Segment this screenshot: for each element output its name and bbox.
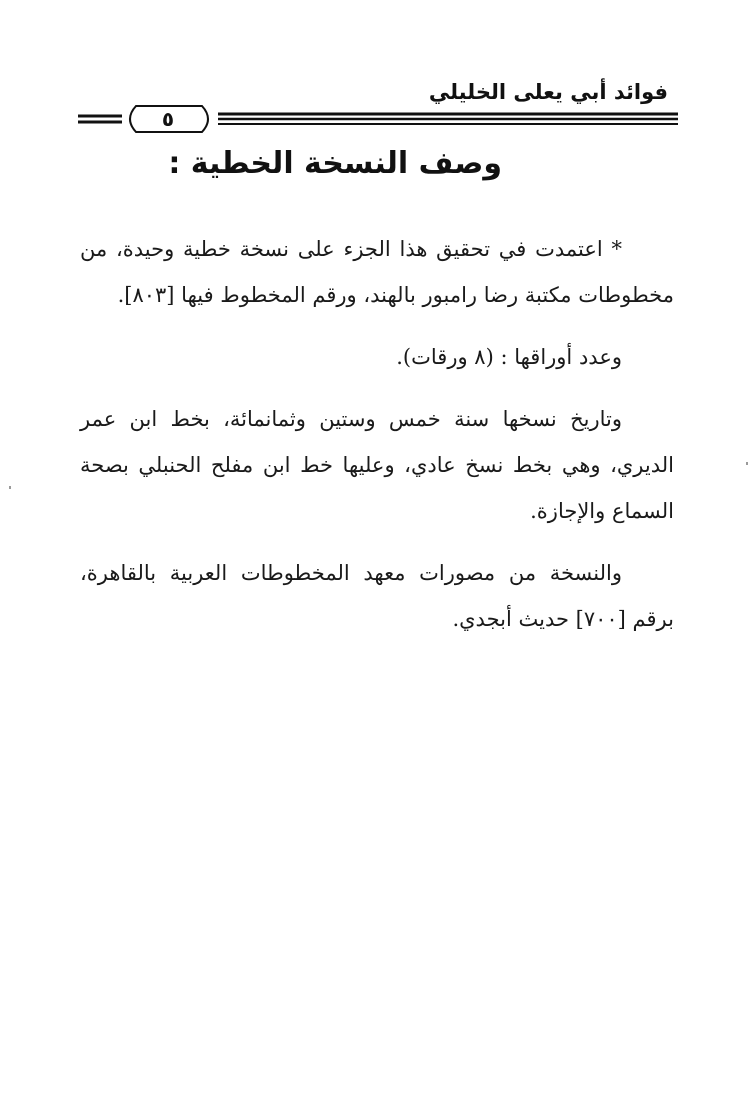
paragraph-date: وتاريخ نسخها سنة خمس وستين وثمانمائة، بخط ابن عمر الديري، وهي بخط نسخ عادي، وعليها خط ابن مفلح الحنبلي بصحة السماع والإجازة. (80, 407, 674, 523)
scan-speck (9, 486, 11, 489)
paragraph-copy: والنسخة من مصورات معهد المخطوطات العربية بالقاهرة، برقم [٧٠٠] حديث أبجدي. (80, 561, 674, 631)
paragraph-leaves: وعدد أوراقها : (٨ ورقات). (396, 345, 622, 369)
body-text (80, 226, 674, 658)
running-title: فوائد أبي يعلى الخليلي (428, 80, 668, 104)
paragraph-source: * اعتمدت في تحقيق هذا الجزء على نسخة خطية وحيدة، من مخطوطات مكتبة رضا رامبور بالهند، ورقم المخطوط فيها [٨٠٣]. (80, 237, 674, 307)
scan-speck (746, 462, 748, 465)
section-title: وصف النسخة الخطية : (168, 146, 502, 181)
page-number: ٥ (161, 107, 175, 131)
